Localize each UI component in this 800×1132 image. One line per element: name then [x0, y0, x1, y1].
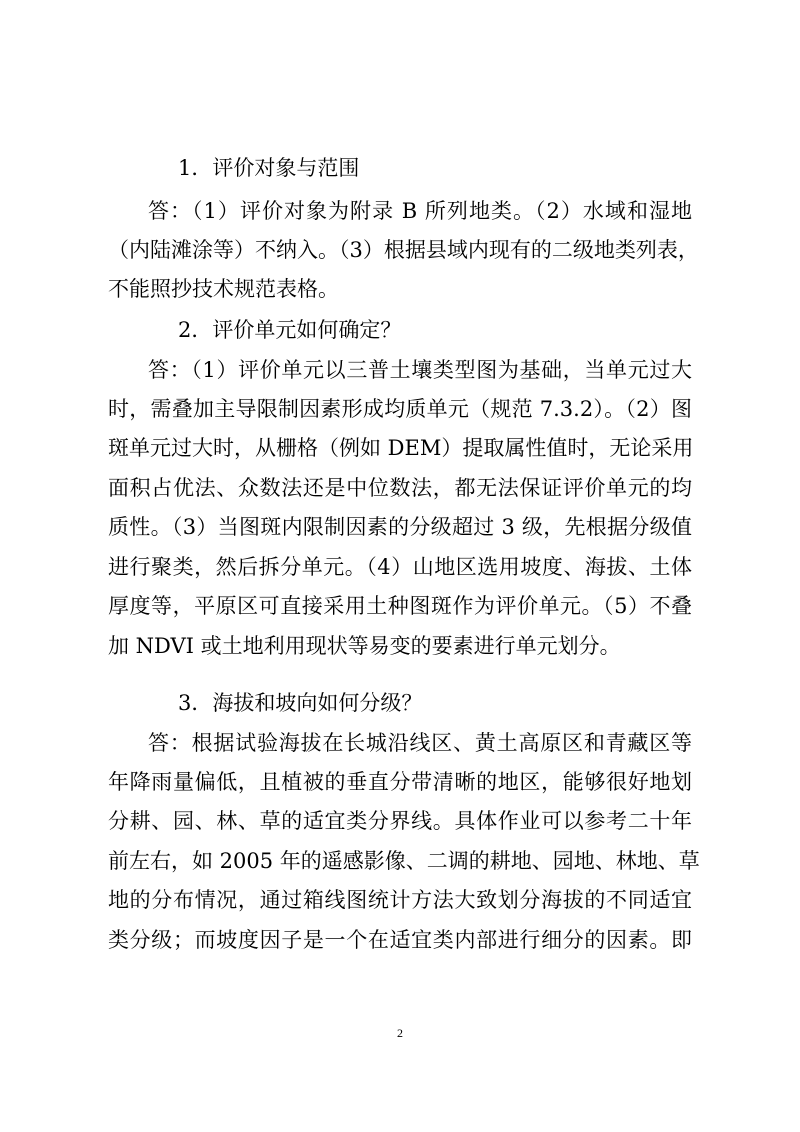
paragraph-line: 时，需叠加主导限制因素形成均质单元（规范 7.3.2）。（2）图	[108, 397, 692, 421]
paragraph-line: 前左右，如 2005 年的遥感影像、二调的耕地、园地、林地、草	[108, 849, 700, 873]
paragraph-line: 面积占优法、众数法还是中位数法，都无法保证评价单元的均	[108, 476, 692, 500]
paragraph-line: 分耕、园、林、草的适宜类分界线。具体作业可以参考二十年	[108, 809, 692, 833]
paragraph-line: 厚度等，平原区可直接采用土种图斑作为评价单元。（5）不叠	[108, 594, 692, 618]
paragraph-line: 进行聚类，然后拆分单元。（4）山地区选用坡度、海拔、土体	[108, 555, 692, 579]
paragraph-line: 不能照抄技术规范表格。	[108, 277, 339, 301]
paragraph-line: 答：（1）评价单元以三普土壤类型图为基础，当单元过大	[148, 358, 692, 382]
paragraph-line: 斑单元过大时，从栅格（例如 DEM）提取属性值时，无论采用	[108, 436, 694, 460]
section-heading-3: 3．海拔和坡向如何分级？	[178, 691, 423, 715]
page-number: 2	[397, 1026, 403, 1040]
paragraph-line: 答：根据试验海拔在长城沿线区、黄土高原区和青藏区等	[148, 731, 692, 755]
paragraph-line: 地的分布情况，通过箱线图统计方法大致划分海拔的不同适宜	[108, 888, 692, 912]
paragraph-line: 质性。（3）当图斑内限制因素的分级超过 3 级，先根据分级值	[108, 515, 692, 539]
paragraph-line: 加 NDVI 或土地利用现状等易变的要素进行单元划分。	[108, 634, 621, 658]
section-heading-2: 2．评价单元如何确定？	[178, 318, 402, 342]
paragraph-line: （内陆滩涂等）不纳入。（3）根据县域内现有的二级地类列表，	[108, 238, 699, 262]
paragraph-line: 类分级；而坡度因子是一个在适宜类内部进行细分的因素。即	[108, 928, 692, 952]
paragraph-line: 答：（1）评价对象为附录 B 所列地类。（2）水域和湿地	[148, 199, 692, 223]
section-heading-1: 1．评价对象与范围	[178, 156, 360, 180]
paragraph-line: 年降雨量偏低，且植被的垂直分带清晰的地区，能够很好地划	[108, 770, 692, 794]
